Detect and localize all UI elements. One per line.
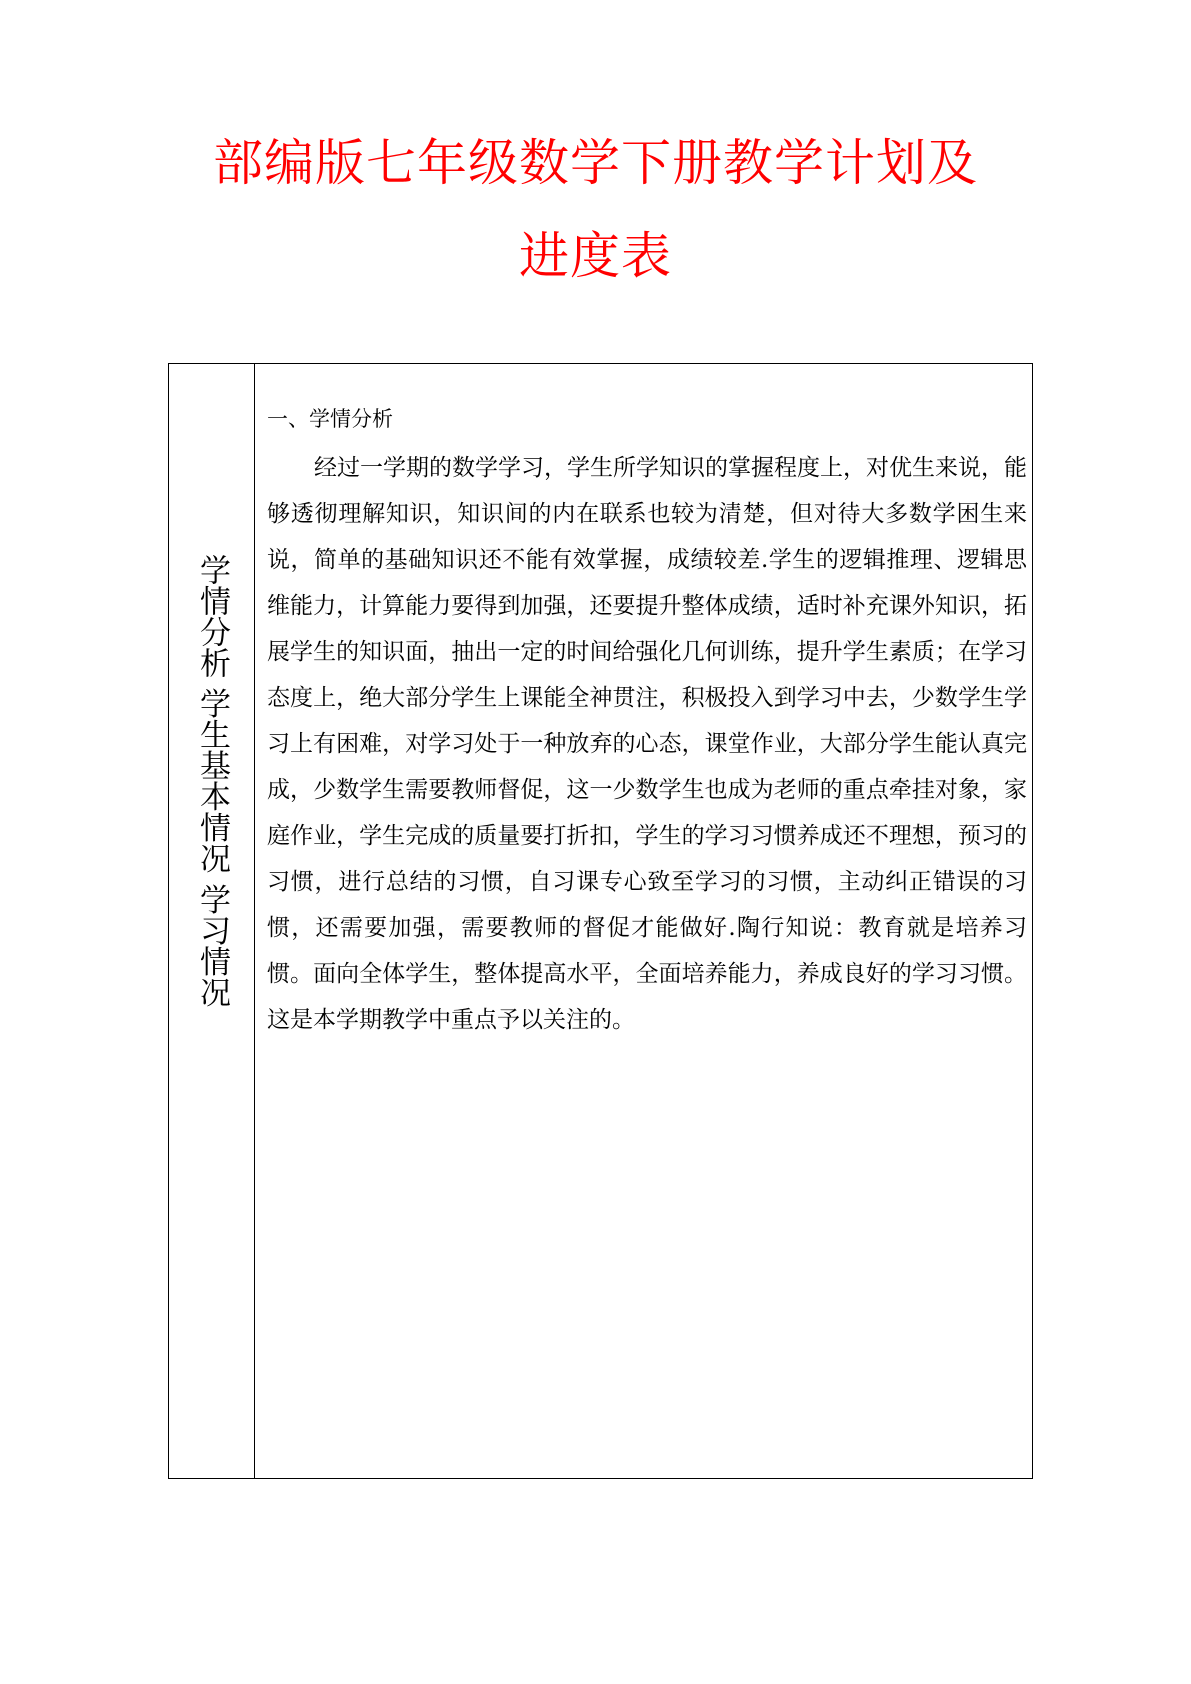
plan-table: [168, 363, 1033, 1479]
document-title-line-2: 进度表: [519, 227, 672, 285]
content-cell: [267, 404, 1027, 1043]
analysis-paragraph: 经过一学期的数学学习，学生所学知识的掌握程度上，对优生来说，能够透彻理解知识，知识间的内在联系也较为清楚，但对待大多数学困生来说，简单的基础知识还不能有效掌握，成绩较差.学生的逻辑推理、逻辑思维能力，计算能力要得到加强，还要提升整体成绩，适时补充课外知识，拓展学生的知识面，抽出一定的时间给强化几何训练，提升学生素质；在学习态度上，绝大部分学生上课能全神贯注，积极投入到学习中去，少数学生学习上有困难，对学习处于一种放弃的心态，课堂作业，大部分学生能认真完成，少数学生需要教师督促，这一少数学生也成为老师的重点牵挂对象，家庭作业，学生完成的质量要打折扣，学生的学习习惯养成还不理想，预习的习惯，进行总结的习惯，自习课专心致至学习的习惯，主动纠正错误的习惯，还需要加强，需要教师的督促才能做好.陶行知说：教育就是培养习惯。面向全体学生，整体提高水平，全面培养能力，养成良好的学习习惯。这是本学期教学中重点予以关注的。: [267, 455, 1027, 1033]
section-heading: 一、学情分析: [267, 407, 393, 431]
vertical-label-wrapper: [169, 554, 255, 1354]
row-label: 学情分析 学生基本情况 学习情况: [194, 554, 230, 1008]
left-label-cell: [169, 364, 255, 1478]
document-title-line-1: 部编版七年级数学下册教学计划及: [213, 134, 978, 192]
